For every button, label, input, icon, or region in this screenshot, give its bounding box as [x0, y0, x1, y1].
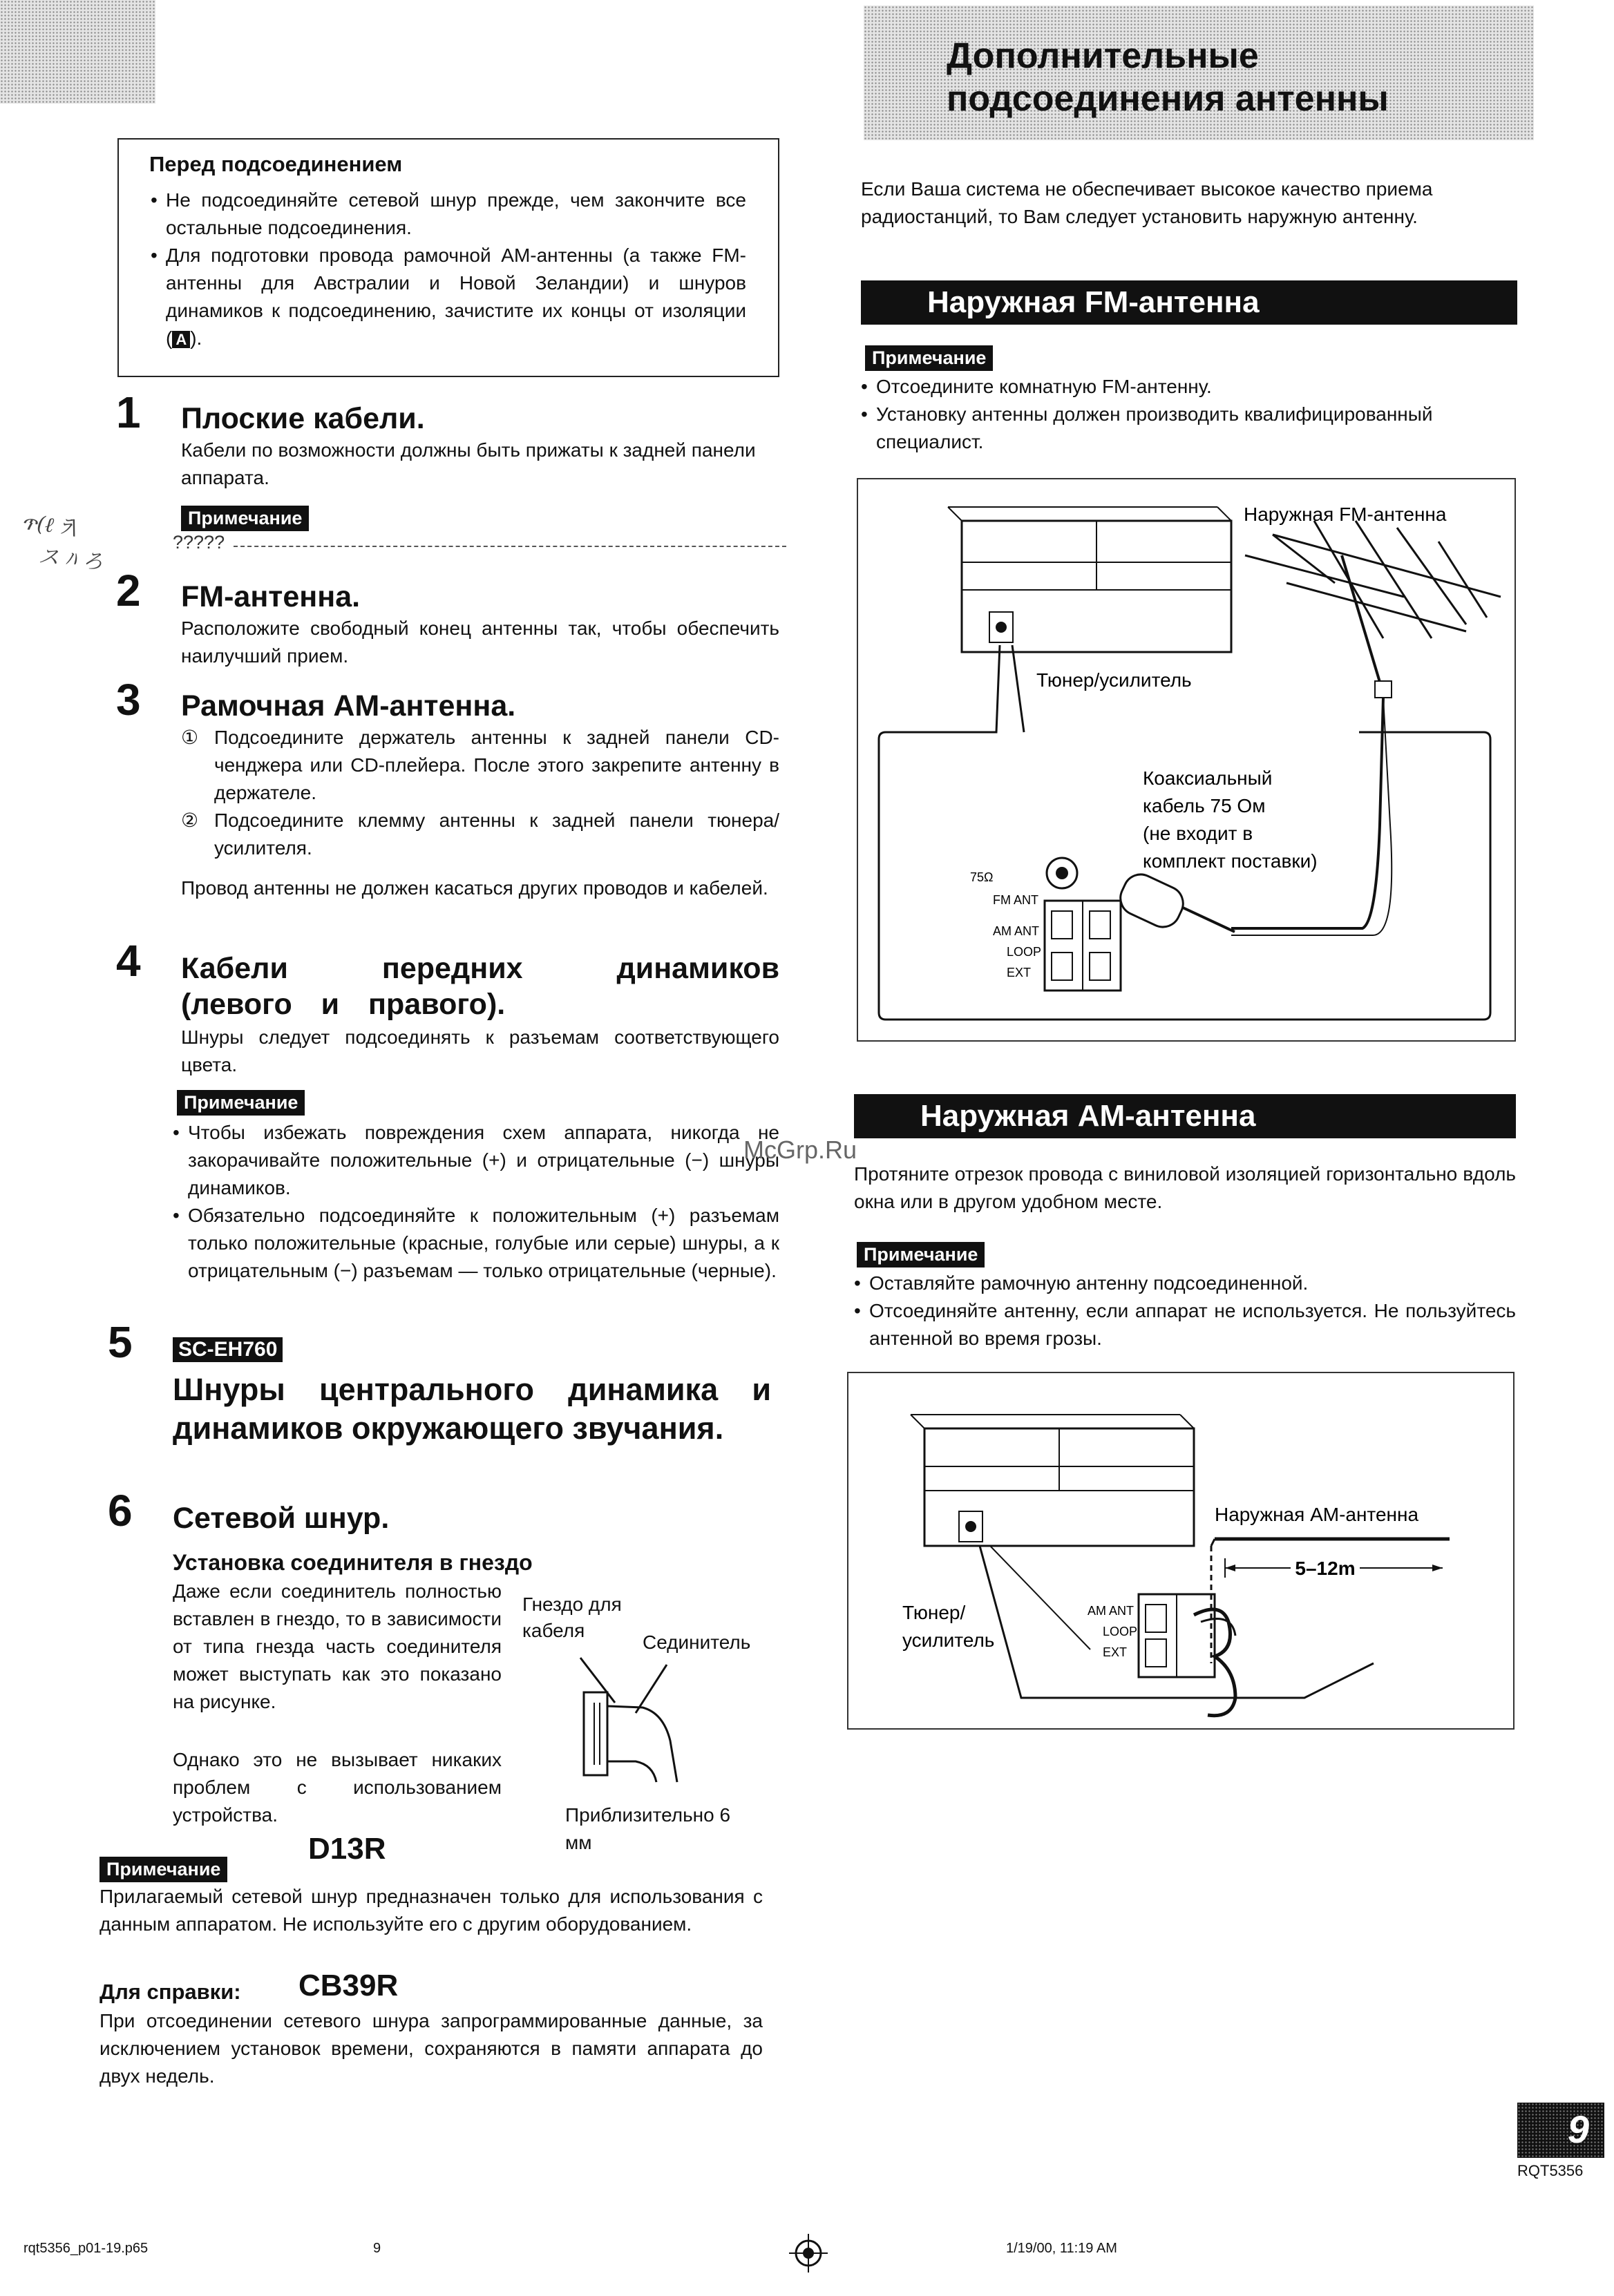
- step4-notes: [173, 1119, 779, 1285]
- step1-note: ?????: [173, 532, 225, 553]
- fm-antenna-label: Наружная FM-антенна: [1244, 504, 1447, 525]
- corner-texture: [0, 0, 155, 104]
- am-header: Наружная АМ-антенна: [854, 1094, 1516, 1138]
- fm-note-2: • Установку антенны должен производить квалифицированный специалист.: [861, 401, 1517, 456]
- page-number: 9: [1567, 2107, 1589, 2151]
- note-label-am: Примечание: [857, 1242, 985, 1267]
- doc-code: RQT5356: [1517, 2162, 1584, 2179]
- step-body-2: Расположите свободный конец антенны так, чтобы обеспечить наилучший прием.: [181, 618, 779, 667]
- step-number-2: 2: [116, 566, 141, 615]
- step-number-6: 6: [108, 1486, 133, 1536]
- am-term-ext: EXT: [1103, 1645, 1128, 1659]
- handwriting: ጥ(ℓ ﾗ\ ス ﾊ ろ: [19, 510, 105, 575]
- step3-sub1: ① Подсоедините держатель антенны к задней панели CD-ченджера или CD-плейера. После этого закрепите антенну в держателе.: [181, 727, 779, 803]
- step3-sub2: ② Подсоедините клемму антенны к задней панели тюнера/усилителя.: [181, 810, 779, 859]
- fm-cable-1: Коаксиальный: [1143, 767, 1273, 789]
- fm-header: Наружная FM-антенна: [861, 280, 1517, 325]
- step-title-4: Кабели передних динамиков (левого и правого).: [181, 952, 779, 1021]
- footer-page: 9: [373, 2241, 381, 2256]
- am-notes: [854, 1270, 1516, 1352]
- reference-body: При отсоединении сетевого шнура запрограммированные данные, за исключением установок времени, сохраняются в памяти аппарата до двух недель.: [99, 2010, 763, 2087]
- note-label-power: Примечание: [99, 1857, 227, 1882]
- footer-file: rqt5356_p01-19.p65: [23, 2241, 149, 2256]
- step1-note-line: [234, 546, 786, 547]
- watermark: McGrp.Ru: [743, 1136, 857, 1164]
- step-title-6: Сетевой шнур.: [173, 1502, 390, 1535]
- step-number-1: 1: [116, 388, 141, 437]
- step4-note-2: • Обязательно подсоединяйте к положительным (+) разъемам только положительные (красные, голубые или серые) шнуры, а к отрицательным (−) разъемам — только отрицательные (черные).: [173, 1202, 779, 1285]
- am-tuner-2: усилитель: [902, 1629, 995, 1651]
- before-box: [117, 138, 779, 377]
- am-figure: [847, 1372, 1515, 1730]
- am-term-loop: LOOP: [1103, 1625, 1138, 1638]
- fm-cable-2: кабель 75 Ом: [1143, 795, 1266, 816]
- note-label-step1: Примечание: [181, 506, 309, 531]
- before-item-2: • Для подготовки провода рамочной АМ-антенны (а также FM-антенны для Австралии и Новой Зеландии) и шнуров динамиков к подсоединению, зачистите их концы от изоляции ( A ).: [151, 242, 746, 354]
- step6-body1: Даже если соединитель полностью вставлен в гнездо, то в зависимости от типа гнезда часть соединителя может выступать как это показано на рисунке.: [173, 1580, 502, 1712]
- step-body-4: Шнуры следует подсоединять к разъемам соответствующего цвета.: [181, 1026, 779, 1075]
- am-note-1: • Оставляйте рамочную антенну подсоединенной.: [854, 1270, 1516, 1297]
- am-note-2: • Отсоединяйте антенну, если аппарат не используется. Не пользуйтесь антенной во время грозы.: [854, 1297, 1516, 1352]
- step-title-2: FM-антенна.: [181, 580, 361, 613]
- step-number-3: 3: [116, 675, 141, 725]
- code-cb39r: CB39R: [298, 1969, 399, 2002]
- registration-mark-icon: [789, 2234, 828, 2273]
- fm-figure: [857, 478, 1516, 1042]
- step6-body2: Однако это не вызывает никаких проблем с использованием устройства.: [173, 1749, 502, 1826]
- am-drawing: [848, 1373, 1513, 1728]
- model-badge: SC-EH760: [173, 1337, 283, 1362]
- am-term-amant: AM ANT: [1088, 1604, 1134, 1618]
- am-body: Протяните отрезок провода с виниловой изоляцией горизонтально вдоль окна или в другом удобном месте.: [854, 1163, 1516, 1212]
- fm-term-ext: EXT: [1007, 966, 1032, 979]
- step-title-1: Плоские кабели.: [181, 402, 425, 435]
- intro-text: Если Ваша система не обеспечивает высокое качество приема радиостанций, то Вам следует установить наружную антенну.: [861, 178, 1433, 227]
- fig-connector-label: Сединитель: [643, 1632, 751, 1653]
- step-number-5: 5: [108, 1317, 133, 1367]
- note-label-fm: Примечание: [865, 345, 993, 371]
- before-item-1: • Не подсоединяйте сетевой шнур прежде, чем закончите все остальные подсоединения.: [151, 186, 746, 242]
- fig-approx-label: Приблизительно 6 мм: [565, 1804, 731, 1853]
- badge-a: A: [172, 331, 190, 348]
- fm-term-amant: AM ANT: [993, 924, 1040, 938]
- step4-note-1: • Чтобы избежать повреждения схем аппарата, никогда не закорачивайте положительные (+) и отрицательные (−) шнуры динамиков.: [173, 1119, 779, 1202]
- page-title: Дополнительные подсоединения антенны: [947, 36, 1389, 119]
- reference-label: Для справки:: [99, 1980, 241, 2004]
- code-d13r: D13R: [308, 1832, 386, 1866]
- am-tuner-1: Тюнер/: [902, 1602, 966, 1623]
- footer-date: 1/19/00, 11:19 AM: [1006, 2241, 1117, 2256]
- power-note: Прилагаемый сетевой шнур предназначен только для использования с данным аппаратом. Не используйте его с другим оборудованием.: [99, 1886, 763, 1935]
- page-number-block: [1517, 2103, 1604, 2158]
- note-label-step4: Примечание: [177, 1090, 305, 1116]
- step-title-5: Шнуры центрального динамика и динамиков окружающего звучания.: [173, 1372, 771, 1446]
- am-length-label: 5–12m: [1295, 1558, 1356, 1579]
- am-antenna-label: Наружная АМ-антенна: [1215, 1504, 1419, 1525]
- step-number-4: 4: [116, 936, 141, 986]
- step-body-3: Провод антенны не должен касаться других проводов и кабелей.: [181, 877, 768, 899]
- fig-socket-label: Гнездо для кабеля: [522, 1594, 622, 1641]
- fm-cable-4: комплект поставки): [1143, 850, 1318, 872]
- step6-subheading: Установка соединителя в гнездо: [173, 1550, 533, 1575]
- connector-drawing: [539, 1644, 719, 1789]
- title-block: [864, 6, 1534, 140]
- fm-term-75: 75Ω: [970, 870, 994, 884]
- fm-term-loop: LOOP: [1007, 945, 1042, 959]
- before-heading: Перед подсоединением: [149, 152, 403, 176]
- step-title-3: Рамочная АМ-антенна.: [181, 689, 516, 723]
- fm-tuner-label: Тюнер/усилитель: [1036, 669, 1192, 691]
- fm-note-1: • Отсоедините комнатную FM-антенну.: [861, 373, 1517, 401]
- fm-notes: [861, 373, 1517, 456]
- fm-drawing: [858, 479, 1515, 1040]
- step-body-1: Кабели по возможности должны быть прижаты к задней панели аппарата.: [181, 439, 756, 488]
- fm-cable-3: (не входит в: [1143, 823, 1253, 844]
- fm-term-fmant: FM ANT: [993, 893, 1038, 907]
